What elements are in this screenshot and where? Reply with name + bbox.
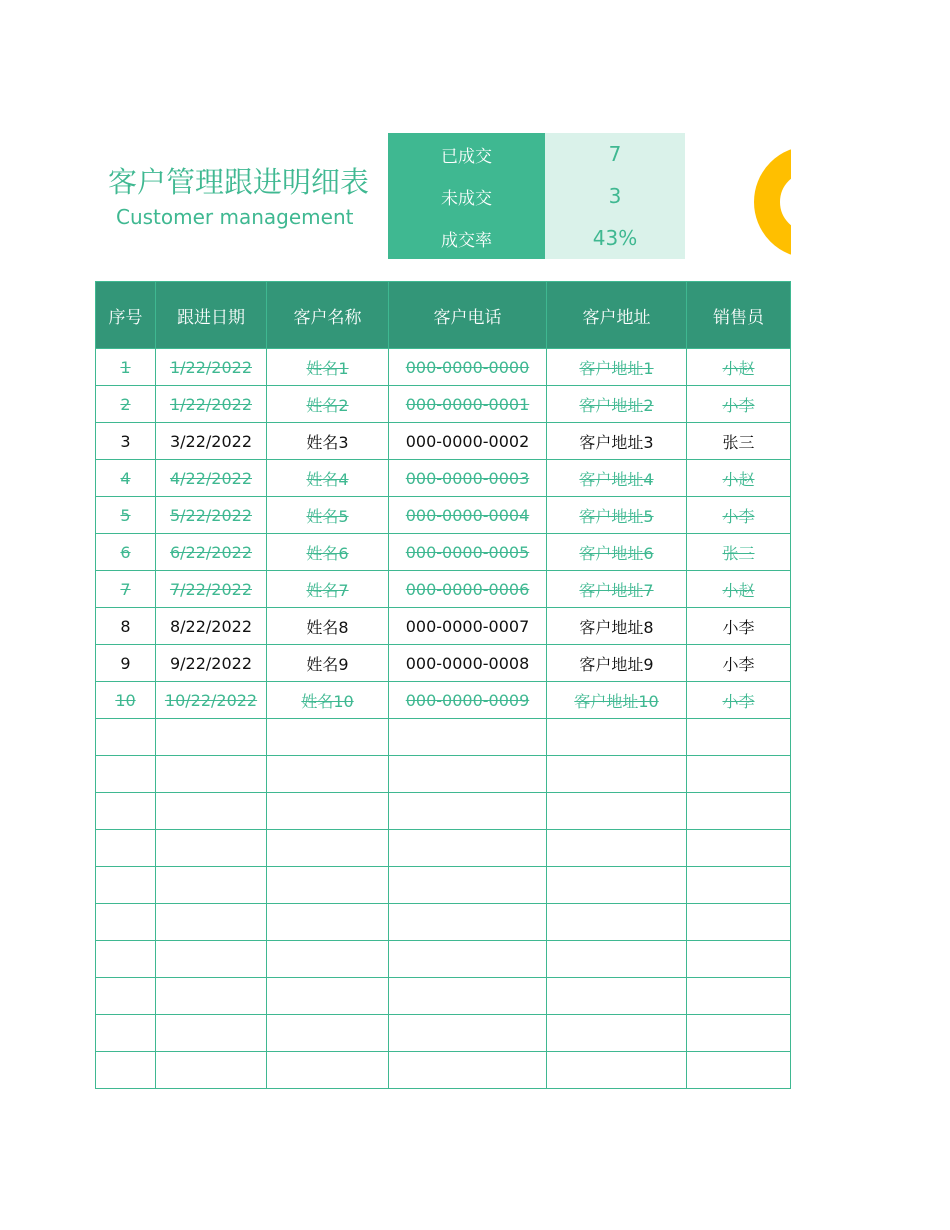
empty-cell[interactable] [156,1015,267,1052]
col-header-date[interactable]: 跟进日期 [156,282,267,349]
empty-cell[interactable] [547,904,687,941]
empty-cell[interactable] [267,719,389,756]
cell-address[interactable]: 客户地址9 [547,645,687,682]
cell-phone[interactable]: 000-0000-0008 [389,645,547,682]
cell-name[interactable]: 姓名1 [267,349,389,386]
empty-cell[interactable] [156,756,267,793]
cell-address[interactable]: 客户地址8 [547,608,687,645]
cell-date[interactable]: 4/22/2022 [156,460,267,497]
cell-phone[interactable]: 000-0000-0006 [389,571,547,608]
empty-cell[interactable] [96,756,156,793]
empty-cell[interactable] [267,756,389,793]
empty-cell[interactable] [96,941,156,978]
empty-cell[interactable] [687,904,791,941]
empty-cell[interactable] [687,978,791,1015]
table-row [96,460,791,497]
empty-row [96,978,791,1015]
cell-address[interactable]: 客户地址4 [547,460,687,497]
cell-date[interactable]: 5/22/2022 [156,497,267,534]
empty-row [96,1015,791,1052]
empty-row [96,719,791,756]
donut-chart-svg [754,146,791,258]
empty-cell[interactable] [547,867,687,904]
empty-row [96,793,791,830]
cell-salesperson[interactable]: 小赵 [687,349,791,386]
empty-cell[interactable] [156,1052,267,1089]
col-header-name[interactable]: 客户名称 [267,282,389,349]
page-title: 客户管理跟进明细表 [108,165,370,199]
empty-cell[interactable] [96,978,156,1015]
table-row [96,571,791,608]
cell-name[interactable]: 姓名8 [267,608,389,645]
donut-ring [767,159,791,245]
empty-cell[interactable] [389,756,547,793]
empty-cell[interactable] [547,1052,687,1089]
cell-date[interactable]: 1/22/2022 [156,349,267,386]
empty-cell[interactable] [547,756,687,793]
table-row [96,645,791,682]
empty-cell[interactable] [687,1052,791,1089]
empty-cell[interactable] [389,978,547,1015]
empty-row [96,941,791,978]
cell-name[interactable]: 姓名9 [267,645,389,682]
cell-no[interactable]: 4 [96,460,156,497]
summary-label: 成交率 [388,217,545,259]
empty-cell[interactable] [687,793,791,830]
empty-cell[interactable] [547,793,687,830]
cell-date[interactable]: 3/22/2022 [156,423,267,460]
empty-cell[interactable] [267,1015,389,1052]
empty-cell[interactable] [389,719,547,756]
empty-cell[interactable] [267,941,389,978]
cell-no[interactable]: 6 [96,534,156,571]
table-row [96,608,791,645]
empty-cell[interactable] [96,867,156,904]
cell-salesperson[interactable]: 张三 [687,534,791,571]
cell-no[interactable]: 5 [96,497,156,534]
cell-salesperson[interactable]: 小李 [687,386,791,423]
cell-no[interactable]: 3 [96,423,156,460]
cell-phone[interactable]: 000-0000-0004 [389,497,547,534]
cell-salesperson[interactable]: 小李 [687,645,791,682]
cell-phone[interactable]: 000-0000-0005 [389,534,547,571]
empty-cell[interactable] [389,941,547,978]
table-header-row [96,282,791,349]
empty-cell[interactable] [547,719,687,756]
cell-date[interactable]: 9/22/2022 [156,645,267,682]
cell-phone[interactable]: 000-0000-0002 [389,423,547,460]
cell-no[interactable]: 1 [96,349,156,386]
cell-name[interactable]: 姓名6 [267,534,389,571]
cell-address[interactable]: 客户地址1 [547,349,687,386]
cell-phone[interactable]: 000-0000-0009 [389,682,547,719]
cell-date[interactable]: 8/22/2022 [156,608,267,645]
empty-cell[interactable] [687,756,791,793]
empty-cell[interactable] [267,1052,389,1089]
empty-cell[interactable] [389,1015,547,1052]
cell-no[interactable]: 9 [96,645,156,682]
empty-cell[interactable] [687,830,791,867]
cell-address[interactable]: 客户地址6 [547,534,687,571]
empty-cell[interactable] [156,719,267,756]
empty-cell[interactable] [156,978,267,1015]
table-row [96,497,791,534]
empty-cell[interactable] [96,1015,156,1052]
empty-cell[interactable] [267,978,389,1015]
table-row [96,682,791,719]
table-row [96,386,791,423]
summary-value[interactable]: 3 [545,175,685,217]
table-body [96,349,791,1089]
cell-name[interactable]: 姓名7 [267,571,389,608]
empty-cell[interactable] [156,830,267,867]
title-block [108,160,390,230]
col-header-phone[interactable]: 客户电话 [389,282,547,349]
empty-cell[interactable] [156,793,267,830]
summary-value[interactable]: 7 [545,133,685,175]
cell-phone[interactable]: 000-0000-0000 [389,349,547,386]
empty-cell[interactable] [547,978,687,1015]
summary-row-rate [388,217,685,259]
cell-address[interactable]: 客户地址2 [547,386,687,423]
empty-cell[interactable] [267,867,389,904]
summary-value[interactable]: 43% [545,217,685,259]
table-row [96,349,791,386]
empty-cell[interactable] [687,1015,791,1052]
empty-cell[interactable] [389,904,547,941]
col-header-no[interactable]: 序号 [96,282,156,349]
table-row [96,423,791,460]
empty-cell[interactable] [96,904,156,941]
empty-cell[interactable] [96,719,156,756]
cell-address[interactable]: 客户地址3 [547,423,687,460]
empty-cell[interactable] [687,941,791,978]
cell-salesperson[interactable]: 小李 [687,497,791,534]
summary-label: 未成交 [388,175,545,217]
summary-table [388,133,685,259]
col-header-salesperson[interactable]: 销售员 [687,282,791,349]
empty-cell[interactable] [96,830,156,867]
empty-row [96,904,791,941]
empty-cell[interactable] [267,793,389,830]
empty-cell[interactable] [156,904,267,941]
cell-name[interactable]: 姓名10 [267,682,389,719]
empty-cell[interactable] [547,1015,687,1052]
cell-name[interactable]: 姓名4 [267,460,389,497]
cell-salesperson[interactable]: 小赵 [687,571,791,608]
cell-date[interactable]: 7/22/2022 [156,571,267,608]
cell-no[interactable]: 2 [96,386,156,423]
empty-row [96,1052,791,1089]
empty-row [96,756,791,793]
table-row [96,534,791,571]
cell-date[interactable]: 10/22/2022 [156,682,267,719]
empty-cell[interactable] [267,904,389,941]
cell-salesperson[interactable]: 小李 [687,608,791,645]
col-header-address[interactable]: 客户地址 [547,282,687,349]
cell-name[interactable]: 姓名3 [267,423,389,460]
cell-salesperson[interactable]: 小赵 [687,460,791,497]
summary-label: 已成交 [388,133,545,175]
page-subtitle: Customer management [116,205,354,229]
cell-salesperson[interactable]: 小李 [687,682,791,719]
empty-cell[interactable] [547,941,687,978]
cell-date[interactable]: 6/22/2022 [156,534,267,571]
empty-cell[interactable] [389,1052,547,1089]
empty-cell[interactable] [687,867,791,904]
empty-cell[interactable] [389,867,547,904]
cell-date[interactable]: 1/22/2022 [156,386,267,423]
cell-no[interactable]: 7 [96,571,156,608]
cell-address[interactable]: 客户地址7 [547,571,687,608]
cell-name[interactable]: 姓名5 [267,497,389,534]
empty-cell[interactable] [687,719,791,756]
donut-chart [754,146,791,258]
summary-row-open [388,175,685,217]
empty-cell[interactable] [547,830,687,867]
cell-no[interactable]: 8 [96,608,156,645]
empty-cell[interactable] [156,867,267,904]
cell-salesperson[interactable]: 张三 [687,423,791,460]
empty-cell[interactable] [389,793,547,830]
cell-phone[interactable]: 000-0000-0001 [389,386,547,423]
empty-row [96,830,791,867]
cell-no[interactable]: 10 [96,682,156,719]
cell-address[interactable]: 客户地址5 [547,497,687,534]
empty-cell[interactable] [156,941,267,978]
empty-row [96,867,791,904]
customer-table [95,281,791,1089]
cell-phone[interactable]: 000-0000-0003 [389,460,547,497]
cell-phone[interactable]: 000-0000-0007 [389,608,547,645]
empty-cell[interactable] [389,830,547,867]
cell-address[interactable]: 客户地址10 [547,682,687,719]
empty-cell[interactable] [267,830,389,867]
empty-cell[interactable] [96,1052,156,1089]
cell-name[interactable]: 姓名2 [267,386,389,423]
summary-row-closed [388,133,685,175]
empty-cell[interactable] [96,793,156,830]
